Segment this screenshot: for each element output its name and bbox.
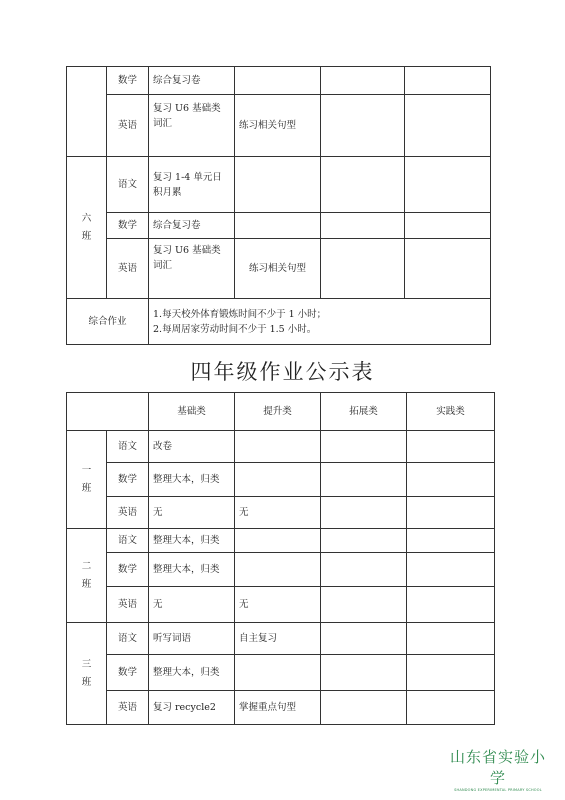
header-extend: 拓展类 (321, 393, 407, 431)
advance-cell: 自主复习 (235, 623, 321, 655)
practice-cell (407, 691, 495, 725)
advance-cell: 无 (235, 497, 321, 529)
page-title: 四年级作业公示表 (190, 360, 375, 384)
extend-cell (321, 655, 407, 691)
basic-cell: 整理大本，归类 (149, 529, 235, 553)
subject-cell: 数学 (107, 655, 149, 691)
basic-cell: 复习 U6 基础类词汇 (149, 239, 235, 299)
class-label-top: 一 (81, 464, 92, 476)
subject-cell: 语文 (107, 431, 149, 463)
table-row (67, 655, 495, 691)
table-row (67, 213, 491, 239)
comprehensive-line-2: 2.每周居家劳动时间不少于 1.5 小时。 (153, 323, 317, 335)
table-row (67, 431, 495, 463)
extend-cell (321, 623, 407, 655)
homework-table-grade-continued (66, 66, 491, 345)
practice-cell (405, 213, 491, 239)
extend-cell (321, 691, 407, 725)
table-row (67, 95, 491, 157)
practice-cell (407, 587, 495, 623)
table-row (67, 67, 491, 95)
practice-cell (407, 463, 495, 497)
class-label-cell (67, 529, 107, 623)
table-row (67, 623, 495, 655)
class-label-bottom: 班 (81, 482, 92, 494)
extend-cell (321, 431, 407, 463)
class-label-top: 二 (81, 560, 92, 572)
practice-cell (407, 553, 495, 587)
table-row (67, 587, 495, 623)
subject-cell: 数学 (107, 553, 149, 587)
header-practice: 实践类 (407, 393, 495, 431)
basic-cell: 复习 U6 基础类词汇 (149, 95, 235, 157)
header-basic: 基础类 (149, 393, 235, 431)
subject-cell: 数学 (107, 67, 149, 95)
advance-cell: 练习相关句型 (235, 95, 321, 157)
advance-cell (235, 463, 321, 497)
advance-cell: 掌握重点句型 (235, 691, 321, 725)
subject-cell: 语文 (107, 623, 149, 655)
subject-cell: 语文 (107, 157, 149, 213)
extend-cell (321, 463, 407, 497)
class-label-bottom: 班 (81, 230, 92, 242)
subject-cell: 数学 (107, 463, 149, 497)
header-corner (67, 393, 149, 431)
table-row (67, 157, 491, 213)
subject-cell: 英语 (107, 95, 149, 157)
extend-cell (321, 157, 405, 213)
class-label-top: 六 (81, 212, 92, 224)
extend-cell (321, 497, 407, 529)
class-label-bottom: 班 (81, 578, 92, 590)
practice-cell (405, 67, 491, 95)
advance-cell (235, 655, 321, 691)
basic-cell: 综合复习卷 (149, 67, 235, 95)
basic-cell: 无 (149, 587, 235, 623)
school-logo (443, 746, 553, 792)
practice-cell (407, 529, 495, 553)
advance-cell (235, 529, 321, 553)
basic-cell: 复习 recycle2 (149, 691, 235, 725)
table-row (67, 239, 491, 299)
subject-cell: 英语 (107, 239, 149, 299)
extend-cell (321, 239, 405, 299)
header-row (67, 393, 495, 431)
advance-cell (235, 67, 321, 95)
class-label-cell (67, 431, 107, 529)
subject-cell: 数学 (107, 213, 149, 239)
class-label-cell (67, 623, 107, 725)
comprehensive-label: 综合作业 (67, 299, 149, 345)
table-row (67, 553, 495, 587)
extend-cell (321, 553, 407, 587)
table-row (67, 463, 495, 497)
practice-cell (407, 655, 495, 691)
extend-cell (321, 587, 407, 623)
table-row (67, 691, 495, 725)
subject-cell: 英语 (107, 587, 149, 623)
basic-cell: 改卷 (149, 431, 235, 463)
advance-cell (235, 431, 321, 463)
class-label-cell (67, 67, 107, 157)
basic-cell: 无 (149, 497, 235, 529)
basic-cell: 听写词语 (149, 623, 235, 655)
table-row (67, 497, 495, 529)
advance-cell (235, 553, 321, 587)
practice-cell (405, 95, 491, 157)
header-advance: 提升类 (235, 393, 321, 431)
advance-cell: 无 (235, 587, 321, 623)
table-row (67, 299, 491, 345)
basic-cell: 整理大本，归类 (149, 553, 235, 587)
extend-cell (321, 213, 405, 239)
practice-cell (407, 497, 495, 529)
practice-cell (407, 431, 495, 463)
class-label-cell (67, 157, 107, 299)
practice-cell (405, 239, 491, 299)
school-logo-name: 山东省实验小学 (449, 748, 546, 787)
basic-cell: 综合复习卷 (149, 213, 235, 239)
subject-cell: 英语 (107, 497, 149, 529)
practice-cell (405, 157, 491, 213)
advance-cell (235, 157, 321, 213)
table-row (67, 529, 495, 553)
subject-cell: 英语 (107, 691, 149, 725)
basic-cell: 整理大本，归类 (149, 463, 235, 497)
basic-cell: 整理大本，归类 (149, 655, 235, 691)
basic-cell: 复习 1-4 单元日积月累 (149, 157, 235, 213)
class-label-bottom: 班 (81, 676, 92, 688)
extend-cell (321, 95, 405, 157)
extend-cell (321, 529, 407, 553)
practice-cell (407, 623, 495, 655)
subject-cell: 语文 (107, 529, 149, 553)
comprehensive-line-1: 1.每天校外体育锻炼时间不少于 1 小时； (153, 308, 327, 320)
school-logo-subtitle: SHANDONG EXPERIMENTAL PRIMARY SCHOOL (454, 788, 542, 792)
advance-cell (235, 213, 321, 239)
comprehensive-content (149, 299, 491, 345)
class-label-top: 三 (81, 658, 92, 670)
extend-cell (321, 67, 405, 95)
homework-table-grade4 (66, 392, 495, 725)
advance-cell: 练习相关句型 (235, 239, 321, 299)
